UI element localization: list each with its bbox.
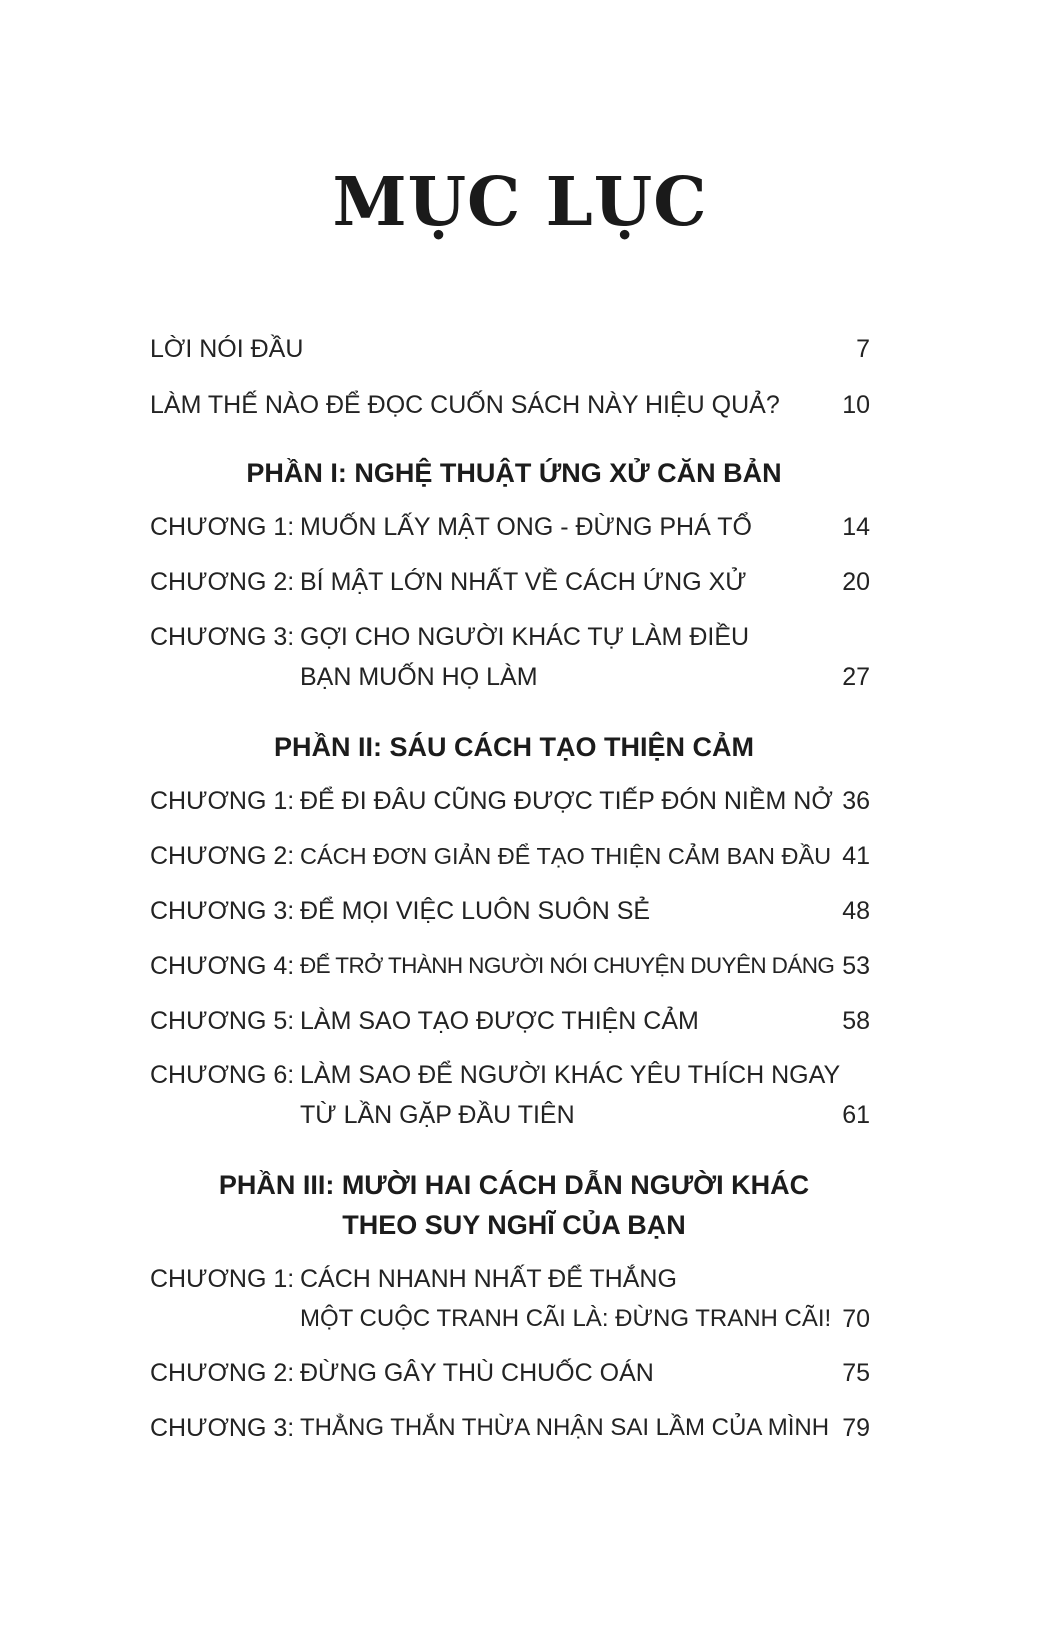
chapter-page: 61 [842, 1101, 870, 1129]
toc-chapter-2-6-cont[interactable] [150, 1097, 870, 1133]
chapter-label: CHƯƠNG 3: [150, 623, 295, 651]
chapter-page: 36 [842, 787, 870, 815]
part-1-heading: PHẦN I: NGHỆ THUẬT ỨNG XỬ CĂN BẢN [246, 458, 782, 488]
part-3-heading-cont: THEO SUY NGHĨ CỦA BẠN [342, 1210, 686, 1240]
toc-chapter-2-4[interactable] [150, 948, 870, 984]
chapter-title: ĐỪNG GÂY THÙ CHUỐC OÁN [300, 1359, 654, 1387]
chapter-page: 27 [842, 663, 870, 691]
toc-entry-foreword[interactable] [150, 331, 870, 367]
chapter-page: 53 [842, 952, 870, 980]
page-title: MỤC LỤC [332, 162, 708, 241]
chapter-title-continued: TỪ LẦN GẶP ĐẦU TIÊN [300, 1101, 575, 1129]
toc-chapter-3-1-cont[interactable] [150, 1301, 870, 1337]
chapter-label: CHƯƠNG 2: [150, 1359, 295, 1387]
toc-chapter-1-1[interactable] [150, 509, 870, 545]
toc-entry-page: 7 [856, 335, 870, 363]
chapter-label: CHƯƠNG 1: [150, 1265, 295, 1293]
chapter-label: CHƯƠNG 3: [150, 897, 295, 925]
chapter-title: GỢI CHO NGƯỜI KHÁC TỰ LÀM ĐIỀU [300, 623, 750, 651]
toc-chapter-2-3[interactable] [150, 893, 870, 929]
toc-chapter-3-2[interactable] [150, 1355, 870, 1391]
chapter-label: CHƯƠNG 4: [150, 952, 295, 980]
chapter-title-continued: MỘT CUỘC TRANH CÃI LÀ: ĐỪNG TRANH CÃI! [300, 1305, 832, 1332]
toc-entry-how-to-read[interactable] [150, 387, 870, 423]
chapter-title: ĐỂ MỌI VIỆC LUÔN SUÔN SẺ [300, 897, 651, 925]
toc-chapter-1-2[interactable] [150, 564, 870, 600]
toc-chapter-2-6[interactable] [150, 1057, 870, 1093]
chapter-page: 41 [842, 842, 870, 870]
chapter-page: 70 [842, 1305, 870, 1333]
chapter-page: 20 [842, 568, 870, 596]
chapter-title: CÁCH NHANH NHẤT ĐỂ THẮNG [300, 1265, 677, 1293]
chapter-label: CHƯƠNG 1: [150, 787, 295, 815]
chapter-page: 58 [842, 1007, 870, 1035]
toc-chapter-2-1[interactable] [150, 783, 870, 819]
toc-chapter-3-1[interactable] [150, 1261, 870, 1297]
chapter-title: LÀM SAO TẠO ĐƯỢC THIỆN CẢM [300, 1007, 699, 1035]
chapter-page: 75 [842, 1359, 870, 1387]
chapter-page: 14 [842, 513, 870, 541]
part-3-heading: PHẦN III: MƯỜI HAI CÁCH DẪN NGƯỜI KHÁC [218, 1170, 810, 1200]
chapter-label: CHƯƠNG 6: [150, 1061, 295, 1089]
toc-entry-page: 10 [842, 391, 870, 419]
chapter-page: 48 [842, 897, 870, 925]
toc-chapter-1-3-cont[interactable] [150, 659, 870, 695]
chapter-title-continued: BẠN MUỐN HỌ LÀM [300, 663, 538, 691]
chapter-label: CHƯƠNG 2: [150, 568, 295, 596]
chapter-title: THẲNG THẮN THỪA NHẬN SAI LẦM CỦA MÌNH [300, 1414, 830, 1441]
chapter-label: CHƯƠNG 5: [150, 1007, 295, 1035]
part-2-heading: PHẦN II: SÁU CÁCH TẠO THIỆN CẢM [274, 732, 754, 762]
chapter-label: CHƯƠNG 2: [150, 842, 295, 870]
chapter-title: ĐỂ ĐI ĐÂU CŨNG ĐƯỢC TIẾP ĐÓN NIỀM NỞ [300, 787, 833, 815]
chapter-title: BÍ MẬT LỚN NHẤT VỀ CÁCH ỨNG XỬ [300, 568, 747, 596]
toc-chapter-2-5[interactable] [150, 1003, 870, 1039]
chapter-label: CHƯƠNG 3: [150, 1414, 295, 1442]
chapter-label: CHƯƠNG 1: [150, 513, 295, 541]
chapter-page: 79 [842, 1414, 870, 1442]
toc-chapter-1-3[interactable] [150, 619, 870, 655]
toc-chapter-2-2[interactable] [150, 838, 870, 874]
chapter-title: ĐỂ TRỞ THÀNH NGƯỜI NÓI CHUYỆN DUYÊN DÁNG [300, 953, 835, 978]
chapter-title: LÀM SAO ĐỂ NGƯỜI KHÁC YÊU THÍCH NGAY [300, 1061, 841, 1089]
chapter-title: MUỐN LẤY MẬT ONG - ĐỪNG PHÁ TỔ [300, 513, 752, 541]
toc-entry-title: LỜI NÓI ĐẦU [150, 335, 304, 363]
toc-chapter-3-3[interactable] [150, 1410, 870, 1446]
chapter-title: CÁCH ĐƠN GIẢN ĐỂ TẠO THIỆN CẢM BAN ĐẦU [300, 843, 832, 869]
toc-entry-title: LÀM THẾ NÀO ĐỂ ĐỌC CUỐN SÁCH NÀY HIỆU QUẢ? [150, 391, 780, 419]
